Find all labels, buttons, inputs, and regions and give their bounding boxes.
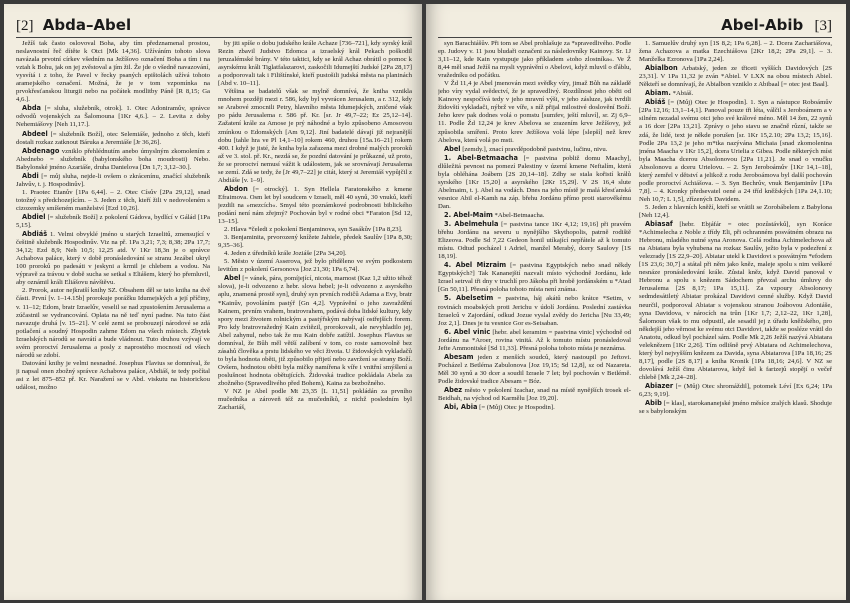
entry-text: Datování knihy je velmi nesnadné. Josephus Flavius se domníval, že ji napsal onen zbožný správce Achabova paláce, Abdiáš, te tedy počítal asi z let 875–852 př. Kr. Naražení se v Abd. viskutu na historickou událost, možno xyxy=(16,359,210,391)
entry-headword: Abez xyxy=(444,385,463,394)
entry-text: [= (Můj) Otec je Hospodin]. 1. Syn a nástupce Roboámův [2Pa 12,16; 13,1–14,1]. Panoval pouze tři léta, válčil s Jeroboámem a v silném nezadal svému otci jeho své králové méno. Měl 14 žen, 22 synů a 16 dcer [2Pa 13,21]. Zprávy o jeho stavu se značně různí, takže se zdá, že lidé, text je někde porušen [sr. 1Kr 15,2.10; 2Pa 13,2; 15,16]. Podle 2Pa 13,2 je jeho m*tka nazývána Michaia [snad zkomolenina jména Maacha v 1Kr 15,2], dcera Urielia z Gibea. Podle některých míst byla Maacha dcerou Absolonovou [2Pa 11,21]. Je snad o vnučku Absolonovu a dceru Urielovu. – 2. Syn Jeroboámův [1Kr 14,1–18], který zemřel v dětství a jelikož z rodu Jeroboámova byl další pochován podle proroctví Achiášova. – 3. Syn Bechrův, vnuk Benjaminův [1Pa 7,8]. – 4. Kronky předsevatel oené a 24 tříd kněžských [1Pa 24,1.10; Neh 10,7; L 1,5], zřízených Davidem. xyxy=(639,99,832,203)
dictionary-entry xyxy=(639,204,832,220)
entry-text: [hebr. Ebjáfár = otec pozůstávků], syn Koráce *Achimelecha z Noble z třídy Eli, při ochranném posvátném obrazu na Hebronu, mladého nutné syna Aronova. Celá rodina Achimelechova až na Abiatara byla vyhubena na rozkaz Saulův, ježto byla v podezření z velezrady [1S 22,9–20]. Abiatar utekl k Davidovi s posvátným *efodem [1S 23,6; 30,7] a státal při něm jako kněz, maleje spolu s nim veškeré nesnáze pronásledování krále. Zůstal kněz, když David panoval v Hebronu a spolu s knězem Sádochem převzal archu úmluvy do Jerusalema [2S 8,17; 1Pa 15,11]. Za vzpoury Absolonovy sedmdesátiletý Abiatar prokázal Davidovi cenné služby. Když David neurčil, podporoval Abiatar s vojenskou stranou Joábovou Adoniáše, syna Davidova, v nárocích na trůn [1Kr 1,7; 2,12–22, 1Kr 1,28], Šalomoun však to mu odpustil, ale sesadil jej z úřadu kněžského, pro někdejší jeho věrnost ke svému otci Davidovi, takže se posléze vrátil do Anatotu, odkud byl pocházel sám. Podle Mk 2,26 Ježíš nazývá Abiatara veleknězem [1Kr 2,26]. Tím odlišně prvý Abiatara od Achimelechova, který byl nejvyšším knězem za Davida, syna Abiatarova [1Pa 18,16; 2S 8,17], podle [2S 8,17] a kniha Kronik [1Pa 18,16; 24,6]. V NZ se dovolává Ježíš činu Abiatarova, když šel k farizejů stopějí o večeř chlebě [Mk 2,24–28]. xyxy=(639,221,832,381)
entry-headword: 3. Abelmehula xyxy=(444,220,499,229)
dictionary-entry xyxy=(218,258,412,274)
entry-headword: Abel xyxy=(444,144,461,153)
entry-text: V Žd 11,4 je Abel jmenován mezi svědky víry, jimaž Bůh na základě jeho víry vydal svědectví, že je spravedlivý. Rozdílnost jeho oběti od Kainovy nespočívá tedy v jeho mravní výši, v jeho zásluze, jak tvrdili židovští vykladači, nýbrž ve víře, s níž přijal milostivé doslovění Boží. Jeho krev pak dodnes volá o pomstu [sumfev, ještí mluví], sr. Zj 6,9–11. Podle Žd 12,24 je krev Abelova se zrazením krve Ježíšovy, jež způsobila smíření. Proto krev Ježíšova volá lépe [slepší] než krev Abelova, která volá po msti. xyxy=(438,80,631,144)
entry-text: 1. Velmi obvyklé jméno u starých Izraelitů, zmensující v češtině služebník Hospodinův. Viz na př. 1Pa 3,21; 7,3; 8,38; 2Pa 17,7; 34,12; Ezd 8,9; Neh 10,5; 12,25 atd. V 1Kr 18,3n je o správce Achabova paláce, který v době pronásledování se stranu Jezábel ukryl 100 proroků po padesáti v jeskyni a krmil je chlebem a vodou. Na výpravě za trávou v době sucha se setkal s Eliášem, který ho přemluvil, aby oznámil králi Eliášovu návštěvu. xyxy=(16,231,210,287)
entry-text: [= pastvina pobliž domu Maachy], dlůležitá pevnost na pomezí Palestiny v území kmene Neftalím, která byla obléhána Joábem [2S 20,14–18]. Zdhy se stala kořistí králů syrského [1Kr 15,20] a asyrského [2Kr 15,29]. V 2S 16,4 slute Abelmaim, t. j. Abel na vodách. Dnes na jeho místě je malá křesťanská vesnice Abil el-Kamh na záp. břehu Jordánu přímo proti starověkému Dan. xyxy=(438,154,631,210)
dictionary-entry xyxy=(639,98,832,204)
entry-text: [= pastvina tance 1Kr 4,12; 19,16] při pravém břehu Jordánu na severu u nynějšího Skythopolis, patrně rodiště Elizeova. Podle Sd 7,22 Gedeon honil utíkající nepřátele až k tomuto místu. Odtud pocházel i Adriel, manžel Merabý, dcery Saulovy [1S 18,19]. xyxy=(438,221,631,261)
entry-headword: Abib xyxy=(645,399,662,408)
entry-text: 2. Prorok, autor nejkratší knihy SZ. Obsahem děl se tato kniha na dvě části. První [v. 1–14.15b] prorokuje porážku Idumejských a její příčiny, v. 11–12; Edom, bratr Izraelův, veselil se nad zpustošením Jerusalema a zúčastnil se vydrancování. Oplata na ně teď nyní padne. Na tuto část navazuje druhá [v. 15–21]. V celé zemi se probouzejí národové se zdá potlačení a soudný Hospodin zahrne Edom na všech místech. Zbytek Izraelských národů se navrátí a bude vládnout. Tuto druhou vzývají ve svém proroctví Jerusalema a posly z naprostého mocností od všech národů se zdobí. xyxy=(16,287,210,359)
dictionary-entry xyxy=(218,250,412,258)
entry-text: 2. Hlava *čeledi z pokolení Benjaminova, syn Sasákův [1Pa 8,23]. xyxy=(224,226,403,234)
entry-headword: Abdiel xyxy=(22,212,46,221)
running-head-left xyxy=(16,16,131,35)
page-number-left: [2] xyxy=(16,18,34,34)
entry-text: [= sluha, služebník, otrok]. 1. Otec Adoniramův, správce odvodů vojenských za Šalomouna [1Kr 4,6.]. – 2. Levita z doby Nehemiášovy [Neh 11,17.]. xyxy=(16,105,210,129)
entry-text: Arbatský, jeden ze třiceti vyšších Davidových [2S 23,31]. V 1Pa 11,32 je zván *Abiel. V LXX na obou místech Abiel. Někteří se domnívají, že Abialbon vzniklo z Abibaal [= otec jest Baal]. xyxy=(639,65,832,89)
entry-text: 3. Benjaminita, prvorozený knížete Jahiele, předek Saulův [1Pa 8,30; 9,35–36]. xyxy=(218,234,412,250)
dictionary-entry xyxy=(639,399,832,416)
entry-text: [hebr. abel keramim = pastvina vinic] východně od Jordánu na *Aroer, rovina vinitá. Až k tomuto místu pronásledoval Jefte Ammonitské [Sd 11,33]. Přesná poloha tohoto místa je neznáma. xyxy=(438,328,631,352)
entry-text: syn Barachiášův. Při tom se Abel prohlašuje za *spravedlivého. Podle ep. Judovy v. 11 jsou bludaři označeni za následovníky Kainovy. Sr. 1J 3,11–12, kde Kain vystupuje jako příkladem »toho zlostníka«. Ve Ž 8,44 měl snad Ježíš na mysli vyprávění o Abelovi, když mluvil o ďáblu, vražedníku od počátku. xyxy=(438,40,631,80)
header-rule-left xyxy=(16,37,412,38)
entry-headword: Abiam. xyxy=(645,89,671,98)
entry-text: 5. Jeden z hlavních kněží, kteří se vrátili se Zorobábelem z Babylona [Neh 12,4]. xyxy=(639,203,832,219)
running-head-right xyxy=(721,16,832,35)
entry-headword: 5. Abelsetim xyxy=(444,294,494,303)
entry-text: [= otrocký]. 1. Syn Hellela Faratonského z kmene Efraimova. Osm let byl soudcem v Izraeli, měl 40 synů, 30 vnuků, kteří jezdili na »mezcích«. Smysl této poznámkové podrobnosti biblického podání není nám zřejmý? Pochován byl v rodné obci *Faraton [Sd 12, 13–15]. xyxy=(218,185,412,226)
dictionary-entry xyxy=(438,154,631,211)
entry-headword: Abiáš xyxy=(645,98,666,107)
dictionary-entry xyxy=(438,261,631,294)
dictionary-entry xyxy=(438,294,631,327)
right-page-column-2 xyxy=(639,40,832,596)
dictionary-entry xyxy=(438,211,631,220)
dictionary-entry xyxy=(16,189,210,213)
entry-text: *Abiáš. xyxy=(672,90,694,98)
entry-text: *Abel-Betmaacha. xyxy=(494,211,545,219)
entry-text: 5. Město v území Asserova, jež bylo přiděleno ve svým podkostem levitům z pokolení Gersonova [Joz 21,30; 1Pa 6,74]. xyxy=(218,258,412,274)
dictionary-entry xyxy=(639,64,832,89)
dictionary-entry xyxy=(16,230,210,287)
entry-headword: Abdenago xyxy=(22,146,60,155)
dictionary-entry xyxy=(438,403,631,412)
dictionary-entry xyxy=(16,130,210,147)
dictionary-entry xyxy=(438,328,631,353)
entry-headword: 4. Abel Mizraim xyxy=(444,261,507,270)
dictionary-entry xyxy=(16,213,210,230)
entry-text: vzniklo přehlédnutím anebo úmyslným zkomolením z Abednebo = služebník (babylonského boha moudrosti) Nebo. Babylonské jméno Azariáše, druha Danielova [Dn 1,7; 3,12–30.]. xyxy=(16,147,210,171)
entry-headword: 6. Abel vinic xyxy=(444,327,491,336)
entry-text: 1. Samuelův druhý syn [1S 8,2; 1Pa 6,28]. – 2. Dcera Zachariášova, žena Achazova a matka Ezechiášova [2Kr 18,2; 2Pa 29,1]. – 3. Manželka Ezronova [1Pa 2,24]. xyxy=(639,40,832,64)
dictionary-entry xyxy=(16,40,210,104)
entry-text: jeden z menších soudců, který nastoupil po Jeftovi. Pocházel z Betléma Zabulonova [Joz 19,15; Sd 12,8], sz od Nazareta. Měl 30 synů a 30 dcer a soudil Izraele 7 let; byl pochován v Betlémě. Podle židovské tradice Abesam = Bóz. xyxy=(438,353,631,385)
entry-text: [= pastvina Egyptských nebo snad někdy Egyptských?] Tak Kananejští nazvali místo východně Jordánu, kde Izrael setrval tři dny v truchlí pro Jákoba při hrobě jordánském u *Atad [Gn 50,11]. Přesná poloha tohoto místa není známa. xyxy=(438,262,631,294)
dictionary-entry xyxy=(16,172,210,189)
dictionary-entry xyxy=(218,388,412,412)
dictionary-entry xyxy=(218,234,412,250)
dictionary-entry xyxy=(438,386,631,403)
entry-headword: Abdeel xyxy=(22,129,48,138)
entry-text: město v pokolení Izachar, snad na místě nynějších trosek el-Beidhah, na východ od Karmělu [Joz 19,20]. xyxy=(438,386,631,403)
dictionary-entry xyxy=(16,360,210,392)
entry-text: by jiti spíše o dobu judského krále Achaze [736–721], kdy syrský král Rezin zbavil Judstvo Edomca a izraelský král Pekach poškodil jeruzalémské brány. V této taktici, kdy se král Achaz obrátil o pomoc k asyrskému králi Tiglatfalazarovi, zaskočili Idumejští Judské [2Pa 28,17] a podporovali tak i Filištínské, kteří pustošili judská města na planinách [Abd v. 10–11]. xyxy=(218,40,412,88)
entry-text: [= služebník Boží], otec Selemiáše, jednoho z těch, kteří dostali rozkaz zatknout Báruka a Jeremiáše [Jr 36,26]. xyxy=(16,130,210,146)
entry-headword: 1. Abel-Betmaacha xyxy=(444,153,518,162)
entry-text: [zemdy.], znací pravděpodobně pastvinu, lučinu, nivu. xyxy=(462,145,608,153)
dictionary-entry xyxy=(438,220,631,261)
entry-headword: Abdon xyxy=(224,184,248,193)
entry-text: V NZ je Abel podle Mt 23,35 [L 11,51] pokládán za prvního mučedníka a zároveň též za mučedníků, z nichž posledním byl Zachariáš, xyxy=(218,388,412,412)
entry-text: 4. Jeden z úředníků krále Joziáše [2Pa 34,20]. xyxy=(224,250,347,258)
entry-headword: Abdi xyxy=(22,171,39,180)
entry-text: [= vánek, pára, pomíjející, nicota, marnost (Kaz 1,2 užito téhož slova), je-li odvozeno z hebr. slova hebel; je-li odvozeno z asyrského aplu, znamená prostě syn], druhý syn prvních rodičů Adama a Evy, bratr *Kainův, povoláním pastýř [Gn 4,2]. Vyprávění o jeho zavraždění Kainem, prvním vrahem, bratrovrahem, podává doba lidské kultury, kdy spory mezi životem rolnickým a pastýřským nabývají ostřejších forem. Pro kdy bratrovražedný Kain zvítězil, prorokovali, ale nevyhladilo jej, Abel zahynul, nebo tak že mu Kain dobře zatížil. Josephus Flavius se domníval, že Bůh měl větší zalíbení v tom, co roste samovolně bez zásahů člověka a prstu lidského ve věci života. U židovských vykladačů to byla hodnota oběti, již způsobilo přijetí nebo zavržení se strany Boží. Ovšem, hodnotou oběti byla mičky namířena k víře i vnitřní smýšlení a poslušnost hodnota obětujících. Židovská tradice pokládala Abela za zbožného (Spravedlivého před Bohem), Kaina za bezbožného. xyxy=(218,275,412,387)
dictionary-entry xyxy=(218,226,412,234)
dictionary-entry xyxy=(639,89,832,98)
right-page-column-1 xyxy=(438,40,631,596)
entry-text: = pastvina, háj akátů nebo krátce *Setim, v rovinách moabských proti Jerichu v údolí Jordánu. Poslední zastávka Izraelců v Zajordání, odkud Jozue vyslal zvědy do Jericha [Nu 33,49; Joz 2,1]. Dnes je tu vesnice Gor es-Seisaban. xyxy=(438,295,631,327)
dictionary-entry xyxy=(438,80,631,144)
dictionary-entry xyxy=(16,147,210,172)
entry-headword: 2. Abel-Maim xyxy=(444,210,493,219)
left-page-column-2 xyxy=(218,40,412,596)
dictionary-entry xyxy=(218,185,412,226)
entry-headword: Abiazer xyxy=(645,381,674,390)
right-page xyxy=(426,4,846,600)
dictionary-entry xyxy=(639,382,832,399)
running-head-title-right: Abel-Abib xyxy=(721,16,804,34)
dictionary-entry xyxy=(639,220,832,382)
dictionary-entry xyxy=(16,104,210,129)
dictionary-entry xyxy=(218,88,412,185)
entry-headword: Abialbon xyxy=(645,64,678,73)
right-page-columns xyxy=(438,40,832,596)
dictionary-entry xyxy=(438,40,631,80)
entry-text: Většina se badatelů však se mylně domnívá, že kniha vznikla mnohem později mezi r. 586, kdy byl vyvrácen Jerusalem, a r. 312, kdy se Arabové zmocnili Petry, hlavního města Idumejských, zničené však po pádu Jerusalema r. 586 př. Kr. [sr. Jr 49,7–22; Ez 25,12–14]. Zažatení krále za Amose je prý náhodné a bylo způsobeno Amosovou zmínkou o Edomských [Am 9,12]. Jiní badatelé dávají již nejranější dobu [tahle hra ve Pl 14,1–10] rokem 460, druhou [15a.16–21] rokem 400. I když je jisté, že kniha byla zařazena mezi drobné malých proroků až ve 3. stol. př. Kr., nezdá se, že pozdní datování je průkazné, už proto, že se proroctví nemusí vážit k událostem, jak se srovnávají Jerusalema se zemí. Zdá se tedy, že [Jr 49,7–22] je citát, který si Jeremiáš vypůjčil z Abdiáše [v. 1–9]. xyxy=(218,88,412,184)
entry-headword: Abda xyxy=(22,104,41,113)
dictionary-entry xyxy=(218,274,412,388)
left-page xyxy=(4,4,422,600)
dictionary-entry xyxy=(438,145,631,154)
page-number-right: [3] xyxy=(814,18,832,34)
entry-text: [= klas], starokananejské jméno měsíce zralých klasů. Shoduje se s babylonským xyxy=(639,400,832,416)
entry-text: [= (Můj) Otec je Hospodin]. xyxy=(479,404,555,412)
entry-headword: Abdiáš xyxy=(22,230,48,239)
dictionary-entry xyxy=(639,40,832,64)
entry-text: [= služebník Boží] z pokolení Gádova, bydlící v Gálád [1Pa 5,15]. xyxy=(16,213,210,230)
left-page-column-1 xyxy=(16,40,210,596)
entry-headword: Abesam xyxy=(444,352,474,361)
header-rule-right xyxy=(438,37,832,38)
entry-text: [= můj sluha, nejde-li ovšem o zkrácenínu, značící služebník Jahvův, t. j. Hospodinův]. xyxy=(16,172,210,188)
entry-headword: Abiasaf xyxy=(645,220,673,229)
entry-text: 1. Praotec Etanův [1Pa 6,44]. – 2. Otec Císův [2Pa 29,12], snad totožný s předchozejícím. – 3. Jeden z těch, kteří žili v nedovoleném s cizozemky smíšeném manželství [Ezd 10,26]. xyxy=(16,188,210,212)
entry-text: [= (Můj) Otec shromáždil], potomek Léví [Ex 6,24; 1Pa 6,23; 9,19]. xyxy=(639,382,832,399)
running-head-title-left: Abda–Abel xyxy=(42,16,132,34)
entry-headword: Abel xyxy=(224,274,241,283)
dictionary-entry xyxy=(218,40,412,88)
left-page-columns xyxy=(16,40,412,596)
dictionary-entry xyxy=(438,353,631,386)
entry-text: Ježíš tak často oslovoval Boha, aby tím předznamenal prostou, neslavnostní řeč dítěte k Otci [Mk 14,36]. Užíváním tohoto slova navázala prvotní církev všedním na Ježíšovo označení Boha a tím i na vztah k Bohu, jak on jej zvěstoval a jím žil. Že jde o všedně navazování, vysvítá i z toho, že Pavel v řecky psaných epištolách užívá tohoto aramejského označení. Možná, že je v tom vzpomínka na prvokřesťanskou liturgii nebo na počátek modlitby Páně [R 8,15; Ga 4,6.]. xyxy=(16,40,210,104)
entry-headword: Abi, Abia xyxy=(444,403,478,412)
dictionary-entry xyxy=(16,287,210,359)
